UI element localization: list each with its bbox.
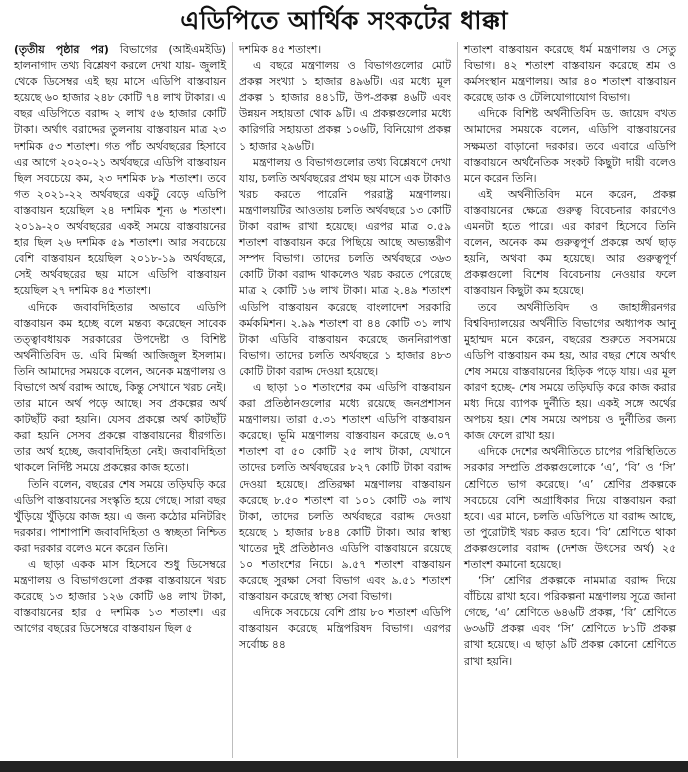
paragraph: ‘সি’ শ্রেণির প্রকল্পকে নামমাত্র বরাদ্দ দিয়ে বাঁচিয়ে রাখা হবে। পরিকল্পনা মন্ত্রণালয় সূত্রে জানা গেছে, ‘এ’ শ্রেণিতে ৬৪৬টি প্রকল্প, ‘বি’ শ্রেণিতে ৬৩৬টি প্রকল্প এবং ‘সি’ শ্রেণিতে ৮১টি প্রকল্প রাখা হয়েছে। এ ছাড়া ৯টি প্রকল্প কোনো শ্রেণিতে রাখা হয়নি। bbox=[464, 574, 676, 668]
column-1 bbox=[8, 42, 232, 758]
paragraph bbox=[14, 42, 226, 300]
paragraph: এ বছরে মন্ত্রণালয় ও বিভাগগুলোর মোট প্রকল্প সংখ্যা ১ হাজার ৪৯৬টি। এর মধ্যে মূল প্রকল্প ১ হাজার ৪৪১টি, উপ-প্রকল্প ৪৬টি এবং উন্নয়ন সহায়তা থোক ৯টি। এ প্রকল্পগুলোর মধ্যে কারিগরি সহায়তা প্রকল্প ১০৬টি, বিনিয়োগ প্রকল্প ১ হাজার ২৯৬টি। bbox=[239, 59, 451, 153]
footer-rule bbox=[0, 761, 688, 772]
paragraph: এ ছাড়া একক মাস হিসেবে শুধু ডিসেম্বরে মন্ত্রণালয় ও বিভাগগুলো প্রকল্প বাস্তবায়নে খরচ করেছে ১৩ হাজার ১২৬ কোটি ৬৪ লাখ টাকা, বাস্তবায়নের হার ৫ দশমিক ১৩ শতাংশ। এর আগের বছরের ডিসেম্বরে বাস্তবায়ন ছিল ৫ bbox=[14, 558, 226, 636]
paragraph: দশমিক ৪৫ শতাংশ। bbox=[239, 43, 322, 56]
article-columns bbox=[8, 42, 682, 758]
paragraph: এই অর্থনীতিবিদ মনে করেন, প্রকল্প বাস্তবায়নের ক্ষেত্রে গুরুত্ব বিবেচনার কারণেও এমনটা হতে পারে। এর কারণ হিসেবে তিনি বলেন, অনেক কম গুরুত্বপূর্ণ প্রকল্পে অর্থ ছাড় হয়নি, অথবা কম হয়েছে। আর গুরুত্বপূর্ণ প্রকল্পগুলো বিশেষ বিবেচনায় নেওয়ার ফলে বাস্তবায়ন কিছুটা কম হয়েছে। bbox=[464, 187, 676, 298]
paragraph: এদিকে সবচেয়ে বেশি প্রায় ৮০ শতাংশ এডিপি বাস্তবায়ন করেছে মন্ত্রিপরিষদ বিভাগ। এরপর সর্বোচ্চ ৪৪ bbox=[239, 606, 451, 652]
column-2 bbox=[232, 42, 457, 758]
paragraph: এদিকে জবাবদিহিতার অভাবে এডিপি বাস্তবায়ন কম হচ্ছে বলে মন্তব্য করেছেন সাবেক তত্ত্বাবধায়ক সরকারের উপদেষ্টা ও বিশিষ্ট অর্থনীতিবিদ ড. এবি মির্জ্জা আজিজুল ইসলাম। তিনি আমাদের সময়কে বলেন, অনেক মন্ত্রণালয় ও বিভাগে অর্থ বরাদ্দ আছে, কিন্তু সেখানে খরচ নেই। তার মানে অর্থ পড়ে আছে। সব প্রকল্পের অর্থ কাটছাঁট করা হয়নি। যেসব প্রকল্পে অর্থ কাটছাঁট করা হয়নি সেসব প্রকল্পে বাস্তবায়নের ধীরগতি। তার অর্থ হচ্ছে, জবাবদিহিতা নেই। জবাবদিহিতা থাকলে নির্দিষ্ট সময়ে প্রকল্পের কাজ হতো। bbox=[14, 300, 226, 475]
paragraph: শতাংশ বাস্তবায়ন করেছে ধর্ম মন্ত্রণালয় ও সেতু বিভাগ। ৪২ শতাংশ বাস্তবায়ন করেছে শ্রম ও কর্মসংস্থান মন্ত্রণালয়। আর ৪০ শতাংশ বাস্তবায়ন করেছে ডাক ও টেলিযোগাযোগ বিভাগ। bbox=[464, 43, 676, 105]
paragraph-text: বিভাগের (আইএমইডি) হালনাগাদ তথ্য বিশ্লেষণ করলে দেখা যায়- জুলাই থেকে ডিসেম্বর এই ছয় মাসে এডিপি বাস্তবায়ন হয়েছে ৬০ হাজার ২৪৮ কোটি ৭৪ লাখ টাকার। এ বছর এডিপিতে বরাদ্দ ২ লাখ ৫৬ হাজার কোটি টাকা। অর্থাৎ বরাদ্দের তুলনায় বাস্তবায়ন মাত্র ২৩ দশমিক ৫৩ শতাংশ। গত পাঁচ অর্থবছরের হিসাবে এর আগে ২০২০-২১ অর্থবছরে এডিপি বাস্তবায়ন ছিল সবচেয়ে কম, ২৩ দশমিক ৮৯ শতাংশ। তবে গত ২০২১-২২ অর্থবছরে একটু বেড়ে এডিপি বাস্তবায়ন হয়েছিল ২৪ দশমিক শূন্য ৬ শতাংশ। ২০১৯-২০ অর্থবছরের একই সময়ে বাস্তবায়নের হার ছিল ২৬ দশমিক ৫৯ শতাংশ। আর সবচেয়ে বেশি বাস্তবায়ন হয়েছিল ২০১৮-১৯ অর্থবছরে, সেই অর্থবছরের ছয় মাসে এডিপি বাস্তবায়ন হয়েছিল ২৭ দশমিক ৪৫ শতাংশ। bbox=[14, 43, 226, 298]
paragraph: তিনি বলেন, বছরের শেষ সময়ে তড়িঘড়ি করে এডিপি বাস্তবায়নের সংস্কৃতি হয়ে গেছে। সারা বছর খুঁড়িয়ে খুঁড়িয়ে কাজ হয়। এ জন্য কঠোর মনিটরিং দরকার। পাশাপাশি জবাবদিহিতা ও স্বচ্ছতা নিশ্চিত করা দরকার বলেও মনে করেন তিনি। bbox=[14, 477, 226, 555]
continuation-label: (তৃতীয় পৃষ্ঠার পর) bbox=[14, 43, 109, 56]
headline: এডিপিতে আর্থিক সংকটের ধাক্কা bbox=[180, 6, 508, 35]
paragraph: এদিকে দেশের অর্থনীতিতে চাপের পরিস্থিতিতে সরকার সম্প্রতি প্রকল্পগুলোকে ‘এ’, ‘বি’ ও ‘সি’ শ্রেণিতে ভাগ করেছে। ‘এ’ শ্রেণির প্রকল্পকে সবচেয়ে বেশি অগ্রাধিকার দিয়ে বাস্তবায়ন করা হবে। এর মানে, চলতি এডিপিতে যা বরাদ্দ আছে, তা পুরোটাই খরচ করত হবে। ‘বি’ শ্রেণিতে থাকা প্রকল্পগুলোর বরাদ্দ (দেশজ উৎসের অর্থ) ২৫ শতাংশ কমানো হয়েছে। bbox=[464, 445, 676, 571]
paragraph: এদিকে বিশিষ্ট অর্থনীতিবিদ ড. জায়েদ বখত আমাদের সময়কে বলেন, এডিপি বাস্তবায়নের সক্ষমতা বাড়ানো দরকার। তবে এবারে এডিপি বাস্তবায়নে অর্থনৈতিক সংকট কিছুটা দায়ী বলেও মনে করেন তিনি। bbox=[464, 107, 676, 185]
paragraph: মন্ত্রণালয় ও বিভাগগুলোর তথ্য বিশ্লেষণে দেখা যায়, চলতি অর্থবছরের প্রথম ছয় মাসে এক টাকাও খরচ করতে পারেনি পররাষ্ট্র মন্ত্রণালয়। মন্ত্রণালয়টির আওতায় চলতি অর্থবছরে ১৩ কোটি টাকা বরাদ্দ রাখা হয়েছে। এরপর মাত্র ০.৫৯ শতাংশ বাস্তবায়ন করে পিছিয়ে আছে অভ্যন্তরীণ সম্পদ বিভাগ। তাদের চলতি অর্থবছরে ৩৬৩ কোটি টাকা বরাদ্দ থাকলেও খরচ করতে পেরেছে মাত্র ২ কোটি ১৬ লাখ টাকা। মাত্র ২.৪৯ শতাংশ এডিপি বাস্তবায়ন করেছে বাংলাদেশ সরকারি কর্মকমিশন। ২.৯৯ শতাংশ বা ৪৪ কোটি ৩১ লাখ টাকা এডিবি বাস্তবায়ন করেছে জননিরাপত্তা বিভাগ। তাদের চলতি অর্থবছরে ১ হাজার ৪৮৩ কোটি টাকা বরাদ্দ দেওয়া হয়েছে। bbox=[239, 155, 451, 378]
column-3 bbox=[457, 42, 682, 758]
paragraph: তবে অর্থনীতিবিদ ও জাহাঙ্গীরনগর বিশ্ববিদ্যালয়ের অর্থনীতি বিভাগের অধ্যাপক আনু মুহাম্মদ মনে করেন, বছরের শুরুতে সবসময়ে এডিপি বাস্তবায়ন কম হয়, আর বছর শেষে অর্থাৎ শেষ সময়ে বাস্তবায়নের হিড়িক পড়ে যায়। এর মূল কারণ হচ্ছে- শেষ সময়ে তড়িঘড়ি করে কাজ করার মধ্য দিয়ে ব্যাপক দুর্নীতি হয়। একই সঙ্গে অর্থের অপচয় হয়। শেষ সময়ে অপচয় ও দুর্নীতির জন্য কাজ ফেলে রাখা হয়। bbox=[464, 300, 676, 443]
paragraph: এ ছাড়া ১০ শতাংশের কম এডিপি বাস্তবায়ন করা প্রতিষ্ঠানগুলোর মধ্যে রয়েছে জনপ্রশাসন মন্ত্রণালয়। তারা ৫.৩১ শতাংশ এডিপি বাস্তবায়ন করেছে। ভূমি মন্ত্রণালয় বাস্তবায়ন করেছে ৬.০৭ শতাংশ বা ৫০ কোটি ২৫ লাখ টাকা, যেখানে তাদের চলতি অর্থবছরের ৮২৭ কোটি টাকা বরাদ্দ দেওয়া হয়েছে। প্রতিরক্ষা মন্ত্রণালয় বাস্তবায়ন করেছে ৮.৫০ শতাংশ বা ১০১ কোটি ৩৯ লাখ টাকা, তাদের চলতি অর্থবছরে বরাদ্দ দেওয়া হয়েছে ১ হাজার ৮৪৪ কোটি টাকা। আর স্বাস্থ্য খাতের দুই প্রতিষ্ঠানও এডিপি বাস্তবায়নে রয়েছে ১০ শতাংশের নিচে। ৯.৫৭ শতাংশ বাস্তবায়ন করেছে সুরক্ষা সেবা বিভাগ এবং ৯.৫১ শতাংশ বাস্তবায়ন করেছে স্বাস্থ্য সেবা বিভাগ। bbox=[239, 380, 451, 604]
